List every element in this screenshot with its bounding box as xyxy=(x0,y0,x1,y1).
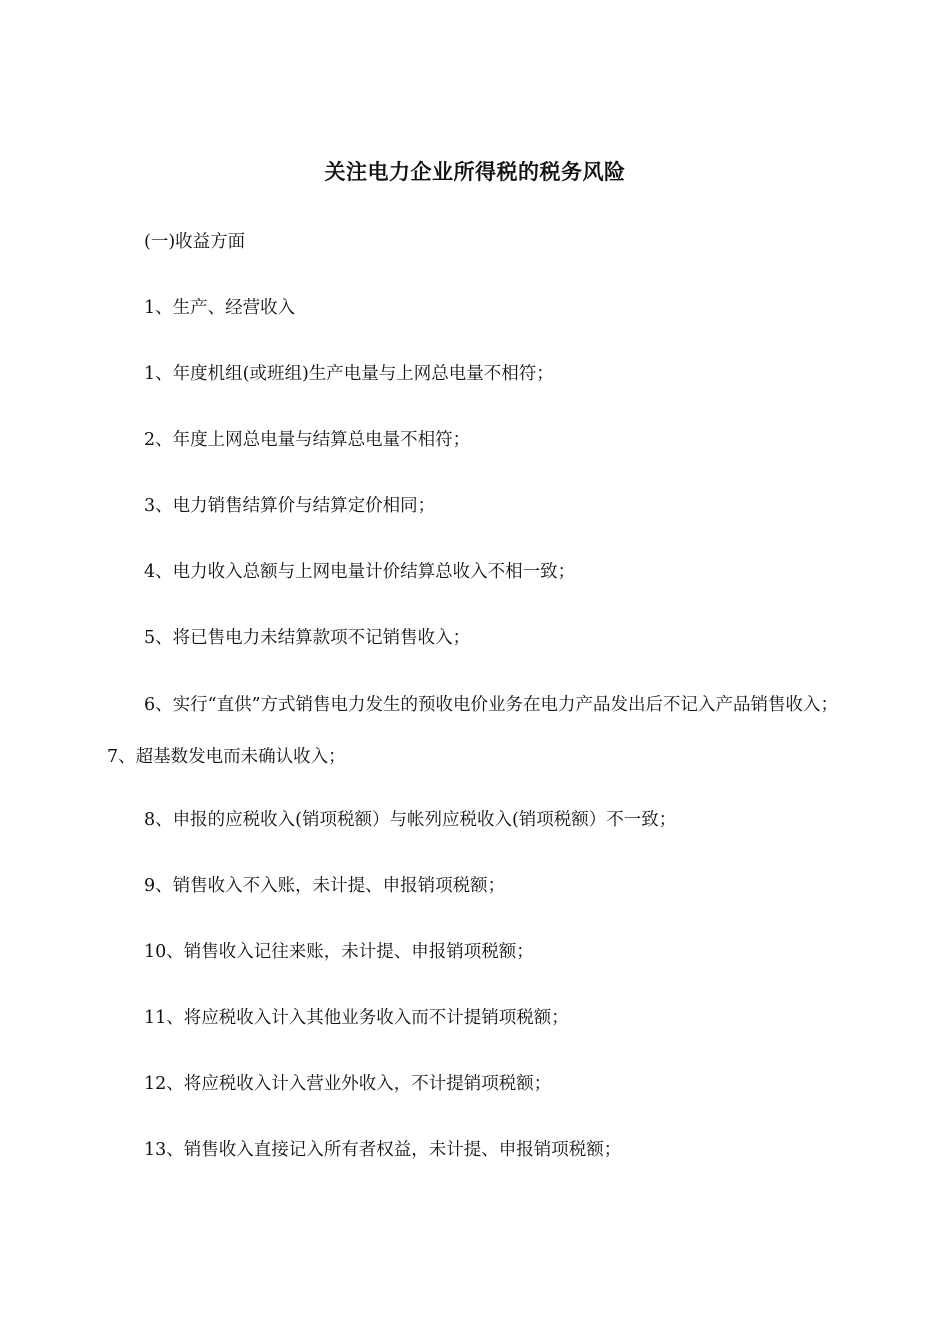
paragraph-item-13: 13、销售收入直接记入所有者权益，未计提、申报销项税额； xyxy=(144,1140,622,1160)
paragraph-item-5: 5、将已售电力未结算款项不记销售收入； xyxy=(144,628,471,648)
paragraph-item-3: 3、电力销售结算价与结算定价相同； xyxy=(144,496,436,516)
paragraph-item-12: 12、将应税收入计入营业外收入，不计提销项税额； xyxy=(144,1074,552,1094)
paragraph-item-6-7: 6、实行“直供”方式销售电力发生的预收电价业务在电力产品发出后不记入产品销售收入；7、超基数发电而未确认收入； xyxy=(107,695,839,767)
paragraph-item-1: 1、年度机组(或班组)生产电量与上网总电量不相符； xyxy=(144,364,554,384)
paragraph-item-9: 9、销售收入不入账，未计提、申报销项税额； xyxy=(144,876,506,896)
paragraph-section-heading: (一)收益方面 xyxy=(144,232,246,252)
paragraph-item-4: 4、电力收入总额与上网电量计价结算总收入不相一致； xyxy=(144,562,576,582)
paragraph-item-8: 8、申报的应税收入(销项税额）与帐列应税收入(销项税额）不一致； xyxy=(144,810,677,830)
document-title: 关注电力企业所得税的税务风险 xyxy=(324,160,626,184)
paragraph-subheading: 1、生产、经营收入 xyxy=(144,298,296,318)
paragraph-item-2: 2、年度上网总电量与结算总电量不相符； xyxy=(144,430,471,450)
paragraph-item-10: 10、销售收入记往来账，未计提、申报销项税额； xyxy=(144,942,534,962)
paragraph-item-11: 11、将应税收入计入其他业务收入而不计提销项税额； xyxy=(144,1008,569,1028)
